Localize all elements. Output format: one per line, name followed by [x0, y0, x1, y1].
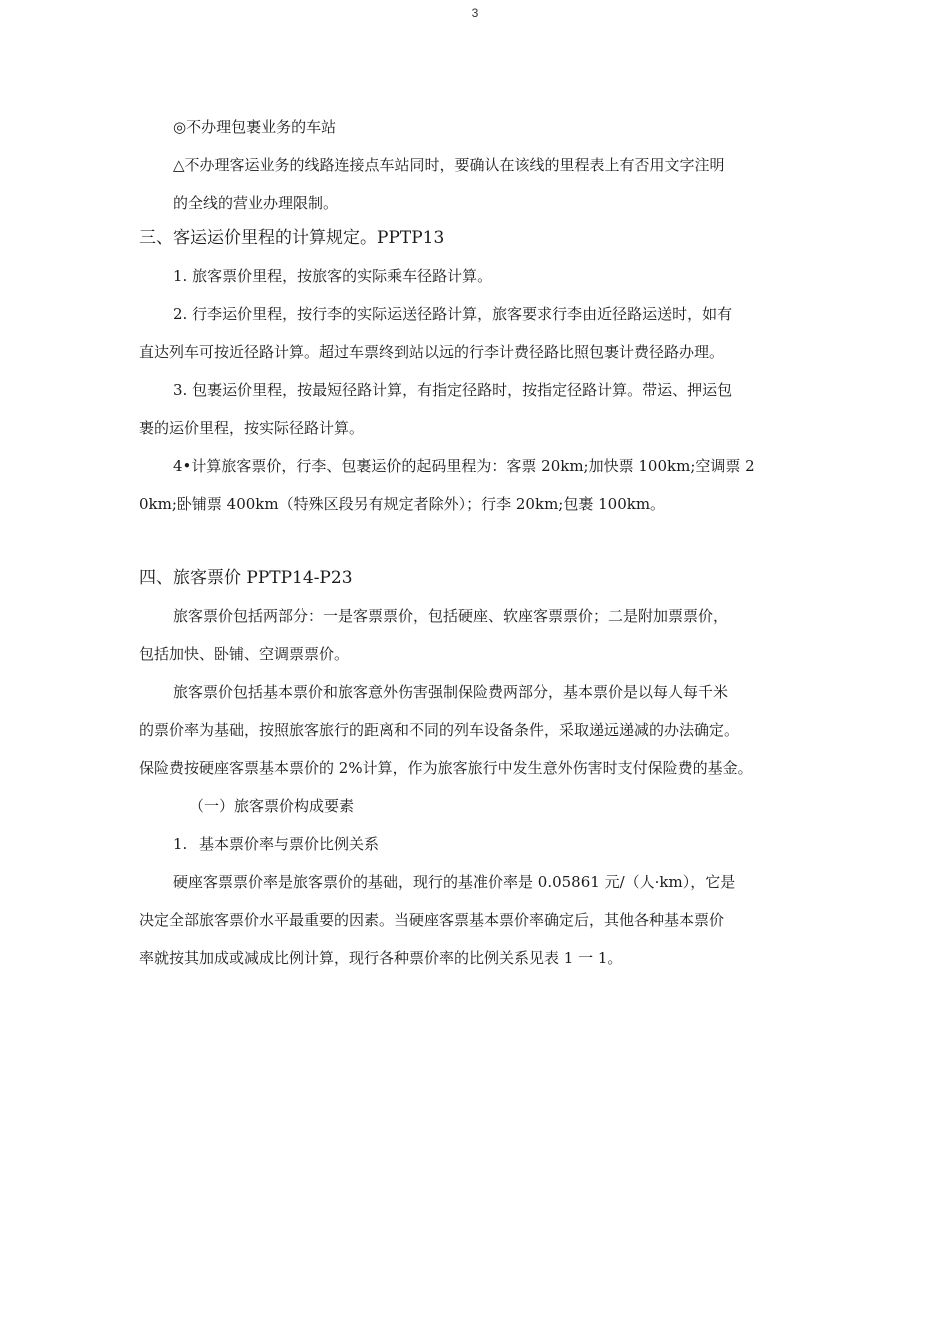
- document-body: [139, 118, 829, 968]
- item-number: 1.: [173, 835, 188, 853]
- page-number: 3: [471, 6, 479, 20]
- paragraph-line: 的全线的营业办理限制。: [173, 194, 339, 212]
- paragraph-line: ◎不办理包裹业务的车站: [173, 118, 337, 136]
- section-heading-4: 四、旅客票价 PPTP14-P23: [139, 568, 353, 588]
- paragraph-line: 2. 行李运价里程，按行李的实际运送径路计算，旅客要求行李由近径路运送时，如有: [173, 305, 733, 323]
- paragraph-line: 决定全部旅客票价水平最重要的因素。当硬座客票基本票价率确定后，其他各种基本票价: [139, 911, 725, 929]
- paragraph-line: 的票价率为基础，按照旅客旅行的距离和不同的列车设备条件，采取递远递减的办法确定。: [139, 721, 740, 739]
- subsection-heading: （一）旅客票价构成要素: [189, 797, 355, 815]
- paragraph-line: 1. 旅客票价里程，按旅客的实际乘车径路计算。: [173, 267, 493, 285]
- item-title: 基本票价率与票价比例关系: [199, 835, 380, 853]
- paragraph-line: 旅客票价包括基本票价和旅客意外伤害强制保险费两部分，基本票价是以每人每千米: [173, 683, 729, 701]
- paragraph-line: 包括加快、卧铺、空调票票价。: [139, 645, 350, 663]
- paragraph-line: 0km;卧铺票 400km（特殊区段另有规定者除外）；行李 20km;包裹 100km。: [139, 495, 666, 513]
- paragraph-line: 4•计算旅客票价，行李、包裹运价的起码里程为：客票 20km;加快票 100km;空调票 2: [173, 457, 755, 475]
- paragraph-line: 直达列车可按近径路计算。超过车票终到站以远的行李计费径路比照包裹计费径路办理。: [139, 343, 725, 361]
- paragraph-line: 率就按其加成或减成比例计算，现行各种票价率的比例关系见表 1 一 1。: [139, 949, 623, 967]
- section-heading-3: 三、客运运价里程的计算规定。PPTP13: [139, 228, 445, 248]
- paragraph-line: 3. 包裹运价里程，按最短径路计算，有指定径路时，按指定径路计算。带运、押运包: [173, 381, 733, 399]
- paragraph-line: 保险费按硬座客票基本票价的 2%计算，作为旅客旅行中发生意外伤害时支付保险费的基金。: [139, 759, 753, 777]
- paragraph-line: 裹的运价里程，按实际径路计算。: [139, 419, 365, 437]
- paragraph-line: 硬座客票票价率是旅客票价的基础，现行的基准价率是 0.05861 元/（人·km），它是: [173, 873, 736, 891]
- paragraph-line: 旅客票价包括两部分：一是客票票价，包括硬座、软座客票票价；二是附加票票价，: [173, 607, 729, 625]
- paragraph-line: △不办理客运业务的线路连接点车站同时，要确认在该线的里程表上有否用文字注明: [173, 156, 725, 174]
- subsection-item: [139, 835, 829, 854]
